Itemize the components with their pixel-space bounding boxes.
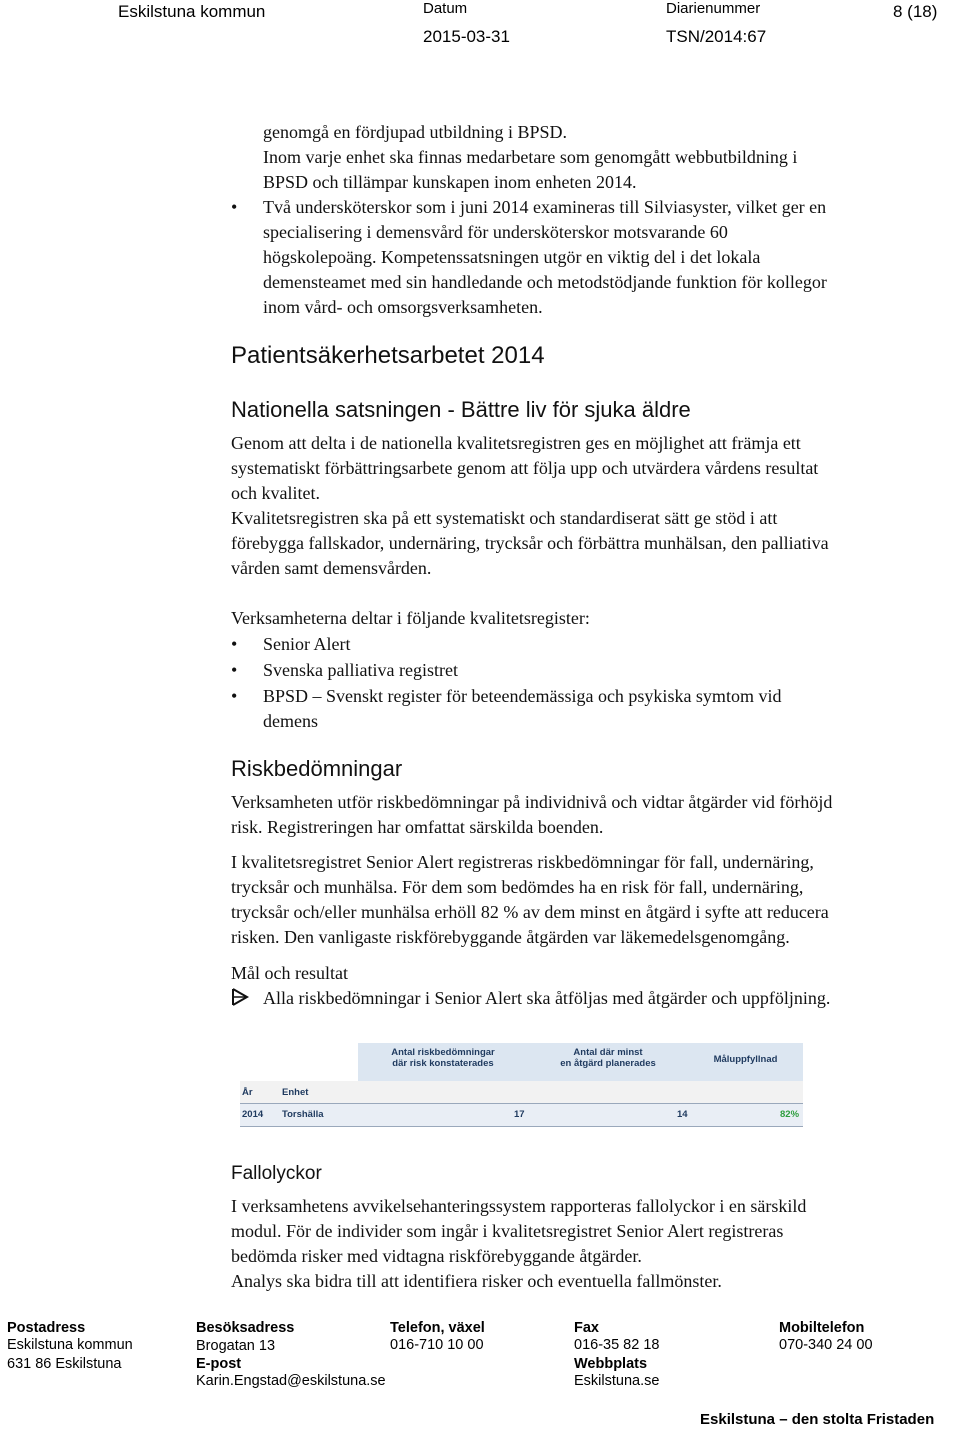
footer-web-label: Webbplats (574, 1356, 648, 1372)
table-cell-risk: 17 (514, 1109, 525, 1120)
footer-postadress-1: Eskilstuna kommun (7, 1337, 133, 1353)
footer-besok-1: Brogatan 13 (196, 1338, 276, 1354)
footer-fax-label: Fax (574, 1320, 599, 1336)
table-label-row (240, 1081, 803, 1104)
text-line: Analys ska bidra till att identifiera risker och eventuella fallmönster. (231, 1271, 722, 1291)
section-title: Patientsäkerhetsarbetet 2014 (231, 342, 545, 369)
registers-intro: Verksamheterna deltar i följande kvalitetsregister: (231, 608, 590, 628)
arrow-bullet-icon (231, 986, 253, 1008)
text-line: Verksamheten utför riskbedömningar på individnivå och vidtar åtgärder vid förhöjd (231, 792, 833, 812)
footer-web-link[interactable]: Eskilstuna.se (574, 1373, 660, 1389)
header-page-number: 8 (18) (893, 2, 938, 21)
text-line: I kvalitetsregistret Senior Alert registreras riskbedömningar för fall, undernäring, (231, 852, 814, 872)
header-line: Antal där minst (573, 1047, 643, 1058)
footer-besok-label: Besöksadress (196, 1320, 295, 1336)
table-cell-year: 2014 (242, 1109, 264, 1120)
risk-para1 (231, 790, 951, 840)
footer-slogan: Eskilstuna – den stolta Fristaden (700, 1411, 935, 1428)
text-line: BPSD – Svenskt register för beteendemässiga och psykiska symtom vid (263, 686, 782, 706)
table-cell-unit: Torshälla (282, 1109, 324, 1120)
footer-fax: 016-35 82 18 (574, 1337, 660, 1353)
intro-line: genomgå en fördjupad utbildning i BPSD. (263, 122, 567, 142)
table-cell-fulfilment: 82% (780, 1109, 800, 1120)
intro-bullet-line: demensteamet med sin handledande och metodstödjande funktion för kollegor (263, 272, 827, 292)
intro-bullet (263, 195, 953, 320)
risk-title: Riskbedömningar (231, 756, 403, 781)
table-header-action (528, 1043, 688, 1081)
header-reg-label: Diarienummer (666, 0, 761, 17)
bullet-icon: • (231, 660, 238, 680)
goal-item: Alla riskbedömningar i Senior Alert ska åtföljas med åtgärder och uppföljning. (263, 988, 831, 1008)
header-reg-value: TSN/2014:67 (666, 27, 767, 46)
table-cell-action: 14 (677, 1109, 688, 1120)
risk-table (240, 1043, 803, 1127)
unit-label: Enhet (282, 1087, 309, 1098)
footer-epost-label: E-post (196, 1356, 242, 1372)
falls-para (231, 1194, 951, 1294)
goal-label: Mål och resultat (231, 963, 348, 983)
header-date-label: Datum (423, 0, 468, 17)
text-line: och kvalitet. (231, 483, 320, 503)
intro-line: BPSD och tillämpar kunskapen inom enheten 2014. (263, 172, 637, 192)
text-line: Genom att delta i de nationella kvalitetsregistren ges en möjlighet att främja ett (231, 433, 801, 453)
footer-mobil: 070-340 24 00 (779, 1337, 873, 1353)
bullet-icon: • (231, 634, 238, 654)
header-date-value: 2015-03-31 (423, 27, 510, 46)
bullet-icon: • (231, 686, 238, 706)
register-item: Svenska palliativa registret (263, 660, 458, 680)
text-line: vården samt demensvården. (231, 558, 432, 578)
header-line: där risk konstaterades (392, 1058, 494, 1069)
footer-postadress-2: 631 86 Eskilstuna (7, 1356, 122, 1372)
section-subtitle: Nationella satsningen - Bättre liv för sjuka äldre (231, 397, 691, 422)
register-item: Senior Alert (263, 634, 351, 654)
intro-bullet-line: Två undersköterskor som i juni 2014 examineras till Silviasyster, vilket ger en (263, 197, 827, 217)
falls-title: Fallolyckor (231, 1163, 322, 1184)
footer-tel: 016-710 10 00 (390, 1337, 484, 1353)
text-line: modul. För de individer som ingår i kvalitetsregistret Senior Alert registreras (231, 1221, 784, 1241)
table-header-fulfilment: Måluppfyllnad (688, 1043, 803, 1081)
text-line: systematiskt förbättringsarbete genom att följa upp och utvärdera vårdens resultat (231, 458, 819, 478)
intro-bullet-line: specialisering i demensvård för undersköterskor motsvarande 60 (263, 222, 728, 242)
text-line: I verksamhetens avvikelsehanteringssystem rapporteras fallolyckor i en särskild (231, 1196, 807, 1216)
bullet-icon: • (231, 197, 238, 217)
header-org: Eskilstuna kommun (118, 2, 266, 21)
intro-lines (263, 120, 953, 195)
intro-bullet-line: högskolepoäng. Kompetenssatsningen utgör en viktig del i det lokala (263, 247, 761, 267)
intro-line: Inom varje enhet ska finnas medarbetare som genomgått webbutbildning i (263, 147, 798, 167)
header-line: en åtgärd planerades (560, 1058, 656, 1069)
text-line: risken. Den vanligaste riskförebyggande åtgärden var läkemedelsgenomgång. (231, 927, 790, 947)
section-para2 (231, 506, 951, 581)
text-line: demens (263, 711, 318, 731)
text-line: risk. Registreringen har omfattat särskilda boenden. (231, 817, 604, 837)
table-header-risk (358, 1043, 528, 1081)
header-line: Antal riskbedömningar (391, 1047, 495, 1058)
text-line: trycksår och munhälsa. För dem som bedömdes ha en risk för fall, undernäring, (231, 877, 804, 897)
register-item (263, 684, 953, 734)
text-line: förebygga fallskador, undernäring, trycksår och förbättra munhälsan, den palliativa (231, 533, 829, 553)
text-line: trycksår och/eller munhälsa erhöll 82 % av dem minst en åtgärd i syfte att reducera (231, 902, 829, 922)
intro-bullet-line: inom vård- och omsorgsverksamheten. (263, 297, 543, 317)
text-line: Kvalitetsregistren ska på ett systematiskt och standardiserat sätt ge stöd i att (231, 508, 778, 528)
section-para1 (231, 431, 951, 506)
risk-para2 (231, 850, 951, 950)
footer-epost-link[interactable]: Karin.Engstad@eskilstuna.se (196, 1373, 386, 1389)
footer-mobil-label: Mobiltelefon (779, 1320, 865, 1336)
year-label: År (242, 1087, 253, 1098)
footer-postadress-label: Postadress (7, 1320, 86, 1336)
footer-tel-label: Telefon, växel (390, 1320, 485, 1336)
text-line: bedömda risker med vidtagna riskförebyggande åtgärder. (231, 1246, 642, 1266)
